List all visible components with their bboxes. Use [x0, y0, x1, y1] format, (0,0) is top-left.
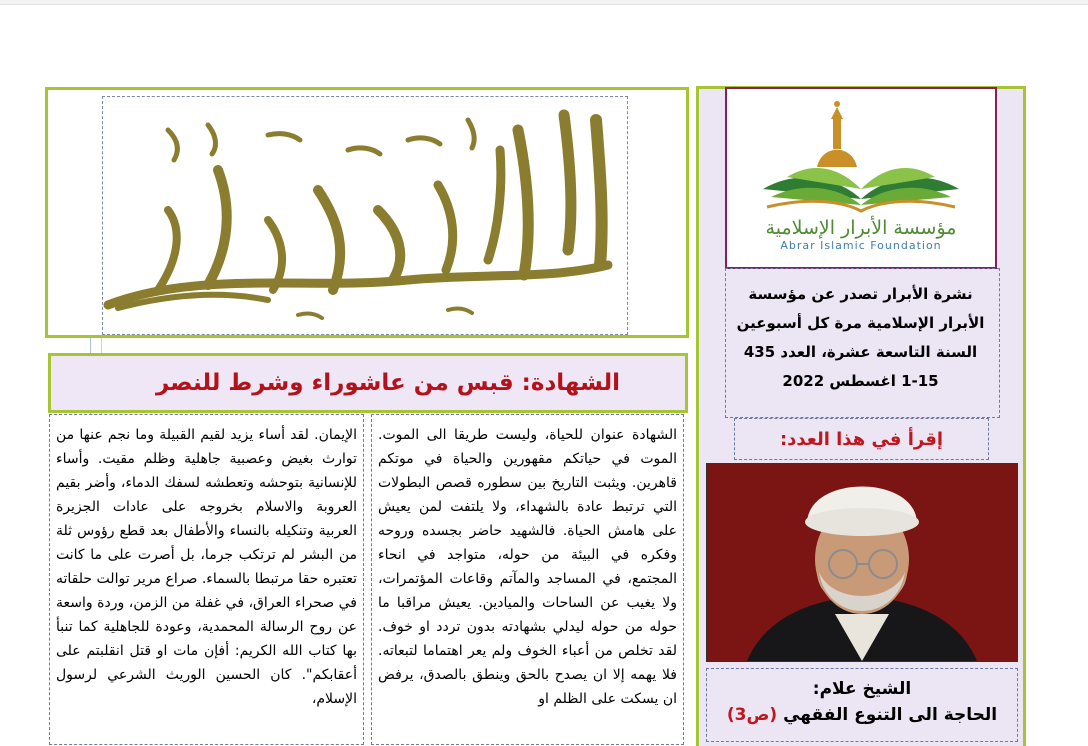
article-column-left: [49, 414, 364, 745]
toc-heading: إقرأ في هذا العدد:: [779, 428, 944, 450]
sheikh-photo: [706, 463, 1018, 662]
issue-info: [725, 268, 1000, 418]
logo-arabic-name: مؤسسة الأبرار الإسلامية: [765, 217, 957, 239]
caption-title: [707, 705, 1017, 725]
issue-info-line: السنة التاسعة عشرة، العدد 435: [743, 343, 978, 361]
masthead-frame: [45, 87, 689, 338]
caption-page-ref: (ص3): [726, 705, 778, 725]
issue-date: 1-15 اغسطس 2022: [782, 372, 939, 390]
portrait-image: [707, 464, 1017, 661]
photo-caption: [706, 668, 1018, 742]
article-text-left: الإيمان. لقد أساء يزيد لقيم القبيلة وما نجم عنها من توارث بغيض وعصبية جاهلية وظلم مقيت. وأساء للإنسانية بتوحشه وتعطشه لسفك الدماء، وأضر بقيم العروبة والاسلام بخروجه على عادات الجزيرة العربية وتنكيله بالنساء والأطفال بعد قطع رؤوس ثلة من البشر لم ترتكب جرما، بل أصرت على ما كانت تعتبره حقا مرتبطا بالسماء. صراع مرير توالت حلقاته في صحراء العراق، في غفلة من الزمن، وردة واسعة عن روح الرسالة المحمدية، وعودة للجاهلية كما تنبأ بها كتاب الله الكريم: أفإن مات او قتل انقلبتم على أعقابكم". كان الحسين الوريث الشرعي لرسول الإسلام،: [56, 427, 357, 707]
article-text-right: الشهادة عنوان للحياة، وليست طريقا الى الموت. الموت في حياتكم مقهورين والحياة في موتكم قاهرين. ويثبت التاريخ بين سطوره قصص البطولات التي ترتبط عادة بالشهداء، ولا يلتفت لمن يعيش على هامش الحياة. فالشهيد حاضر بجسده وروحه وفكره في البيئة من حوله، متواجد في انحاء المجتمع، في المساجد والمآتم وقاعات المؤتمرات، ولا يغيب عن الساحات والميادين. يعيش مراقبا ما حوله من حوله ليدلي بشهادته بدون تردد او خوف. لقد تخلص من أعباء الخوف ولم يعر اهتماما لتبعاته. فلا يهمه إلا ان يصدح بالحق وينطق بالصدق، يرفض ان يسكت على الظلم او: [378, 427, 677, 707]
issue-info-line: الأبرار الإسلامية مرة كل أسبوعين: [736, 314, 985, 332]
main-headline: [48, 353, 688, 413]
top-ruler: [0, 0, 1088, 5]
caption-title-text: الحاجة الى التنوع الفقهي: [783, 705, 998, 725]
caption-name: الشيخ علام:: [812, 679, 912, 699]
article-column-right: [371, 414, 684, 745]
logo-english-name: Abrar Islamic Foundation: [780, 239, 942, 252]
foundation-logo: [725, 87, 997, 269]
masthead-calligraphy: [48, 90, 686, 335]
headline-text: الشهادة: قبس من عاشوراء وشرط للنصر: [155, 370, 621, 396]
toc-heading-box: [734, 418, 989, 460]
issue-info-line: نشرة الأبرار تصدر عن مؤسسة: [748, 285, 973, 303]
